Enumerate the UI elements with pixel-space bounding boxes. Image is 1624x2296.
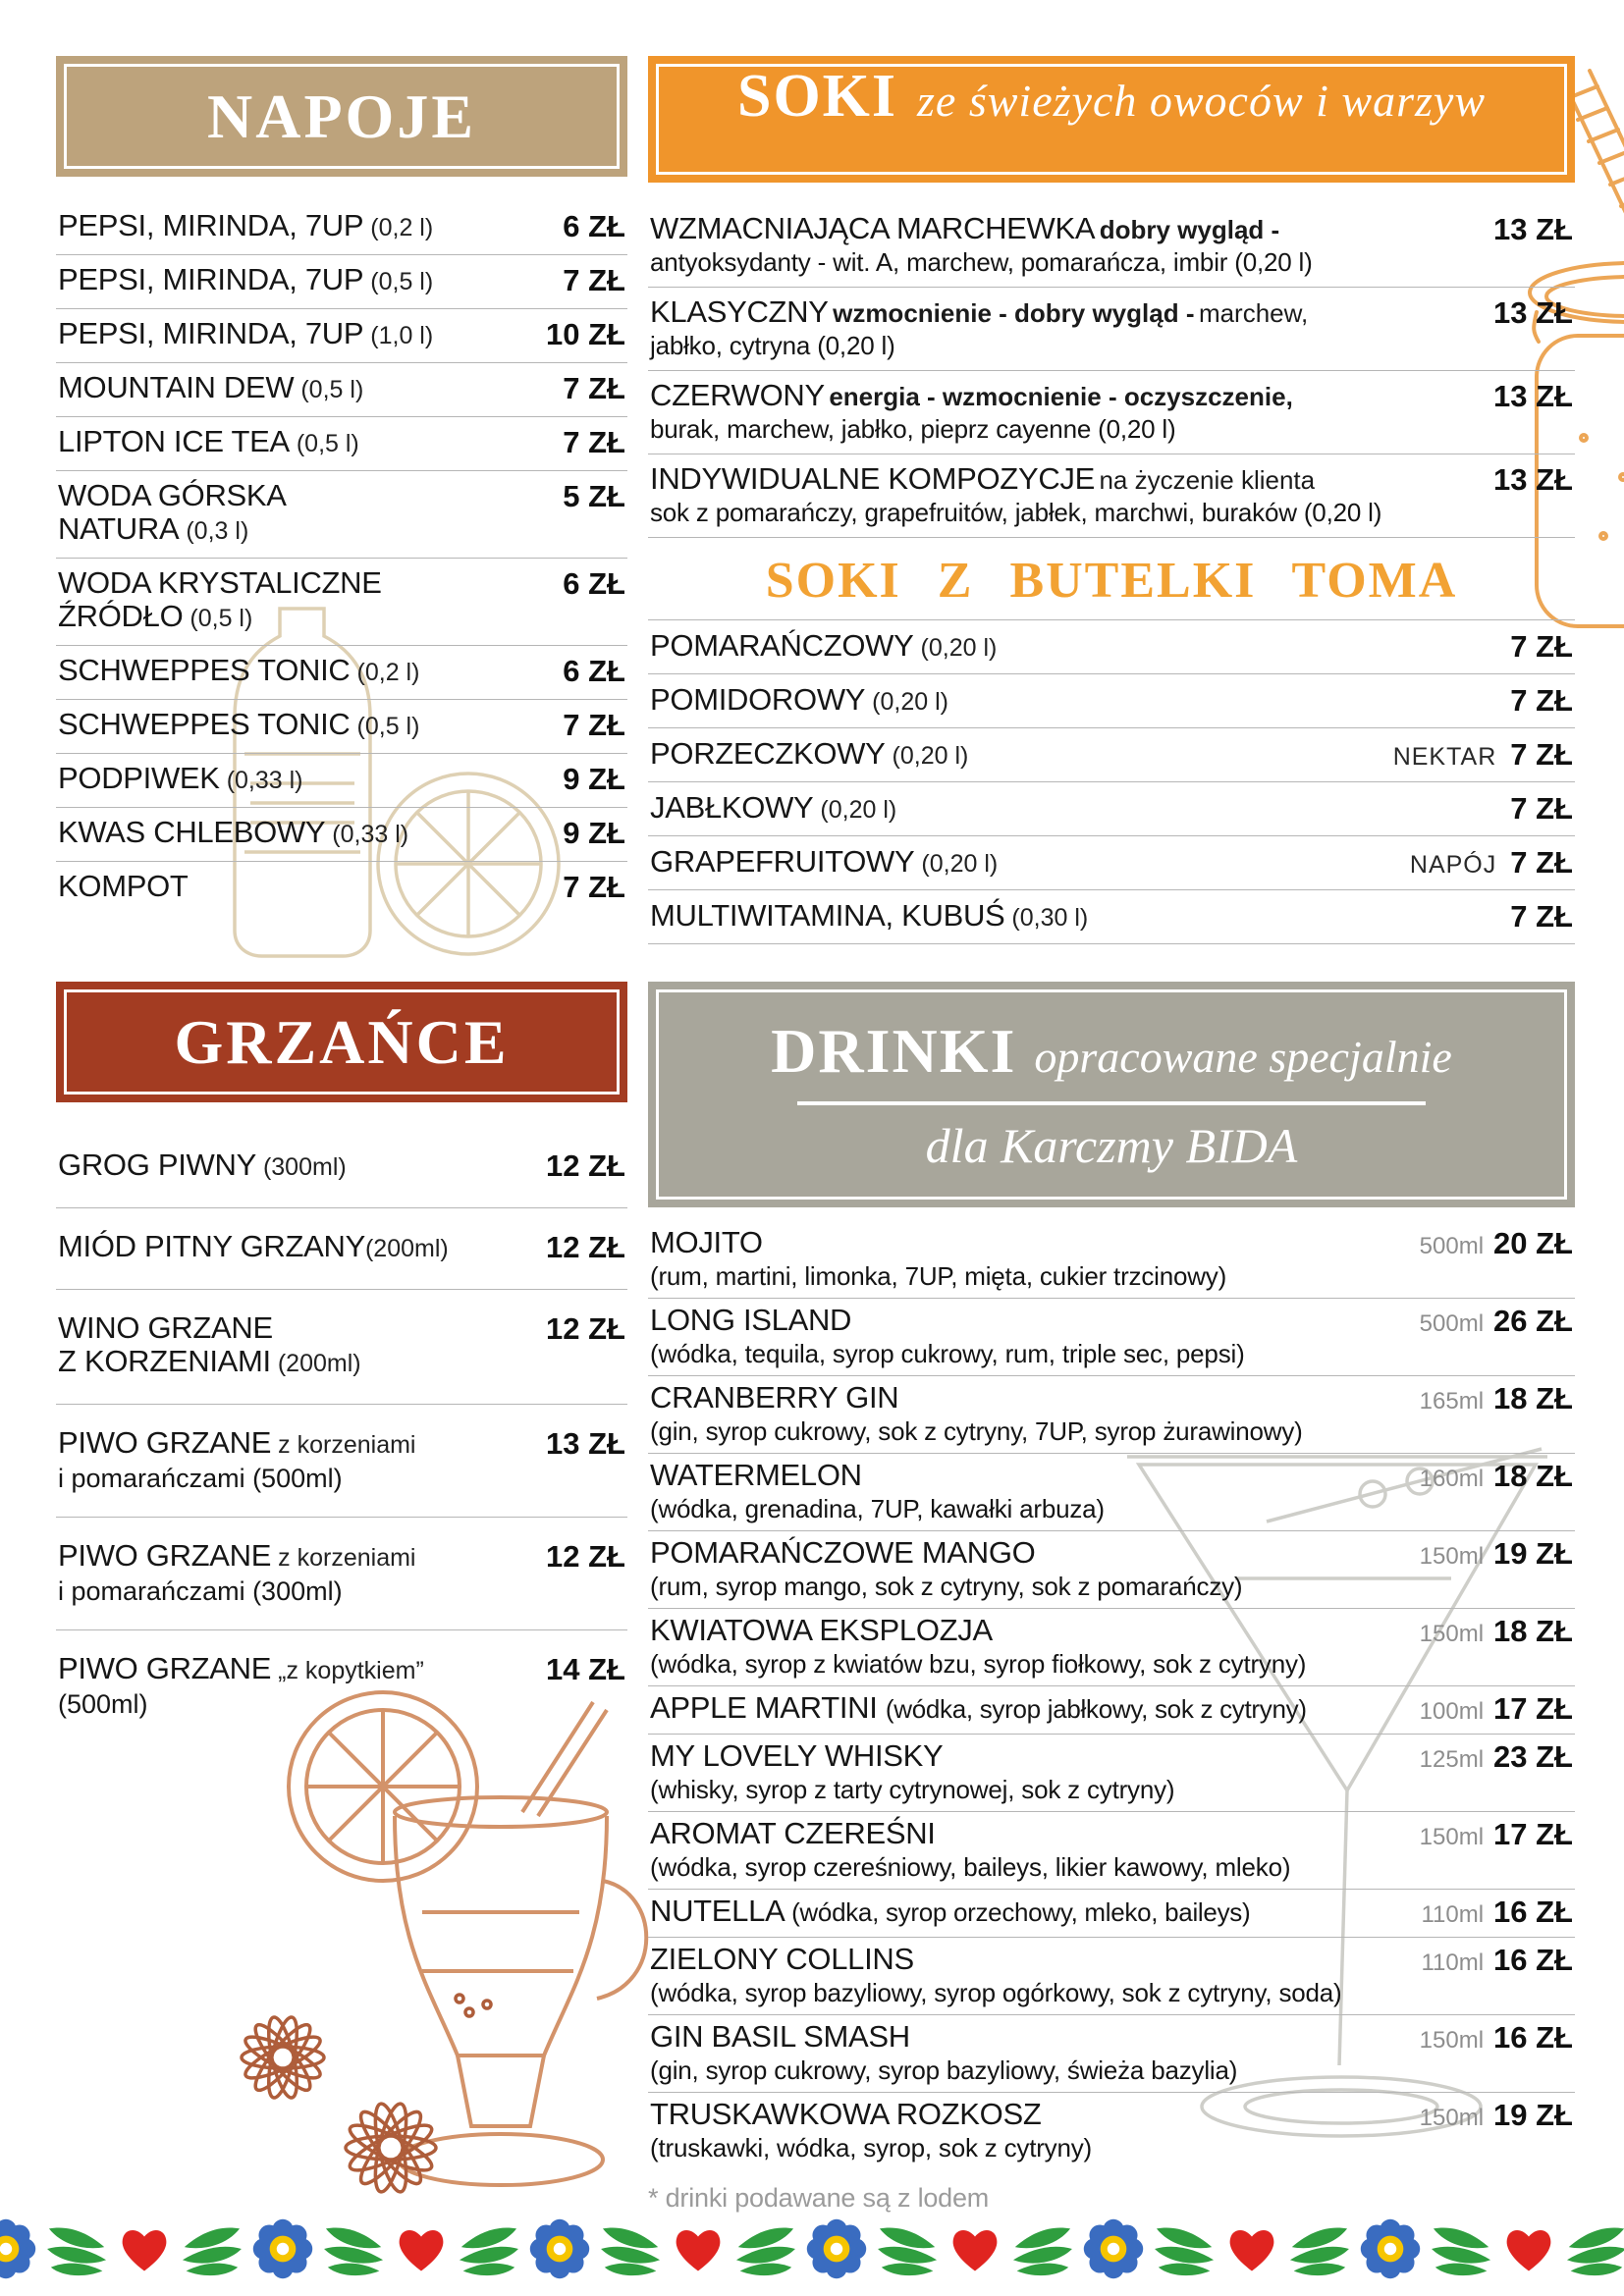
item-size: (0,5 l) bbox=[189, 605, 253, 632]
folk-sprig-icon bbox=[179, 2219, 244, 2278]
item-price: 7 ZŁ bbox=[1510, 683, 1573, 718]
menu-item bbox=[56, 309, 627, 363]
item-name: WODA GÓRSKA bbox=[58, 478, 287, 512]
menu-item bbox=[648, 1221, 1575, 1299]
item-size: (0,20 l) bbox=[921, 850, 999, 878]
item-price: 9 ZŁ bbox=[563, 816, 625, 850]
grzance-title: GRZAŃCE bbox=[174, 1006, 510, 1077]
napoje-list bbox=[56, 201, 627, 915]
item-name: KWIATOWA EKSPLOZJA bbox=[650, 1613, 993, 1647]
item-name: NUTELLA bbox=[650, 1894, 784, 1928]
item-price: 13 ZŁ bbox=[1493, 295, 1573, 330]
napoje-title: NAPOJE bbox=[207, 80, 476, 151]
item-volume: 110ml bbox=[1421, 1949, 1485, 1976]
item-description: (wódka, syrop z kwiatów bzu, syrop fiołkowy, sok z cytryny) bbox=[650, 1649, 1307, 1679]
item-name: KLASYCZNY bbox=[650, 294, 829, 329]
item-description: (wódka, tequila, syrop cukrowy, rum, triple sec, pepsi) bbox=[650, 1339, 1245, 1368]
item-price: 18 ZŁ bbox=[1493, 1381, 1573, 1415]
item-volume: 150ml bbox=[1419, 2027, 1485, 2054]
menu-item bbox=[648, 728, 1575, 782]
item-volume: 150ml bbox=[1419, 1543, 1485, 1570]
menu-item bbox=[648, 1890, 1575, 1938]
item-price: 18 ZŁ bbox=[1493, 1614, 1573, 1648]
item-name: JABŁKOWY bbox=[650, 790, 814, 825]
item-price: 7 ZŁ bbox=[563, 870, 625, 904]
item-volume: 150ml bbox=[1419, 2105, 1485, 2131]
item-name-line2: Z KORZENIAMI bbox=[58, 1344, 271, 1378]
folk-sprig-icon bbox=[1286, 2219, 1351, 2278]
menu-item bbox=[648, 2093, 1575, 2169]
menu-item bbox=[648, 620, 1575, 674]
item-price: 7 ZŁ bbox=[1510, 629, 1573, 664]
item-price: 16 ZŁ bbox=[1493, 1895, 1573, 1929]
item-note: marchew, bbox=[1198, 298, 1309, 328]
item-volume: 100ml bbox=[1419, 1698, 1485, 1725]
drinki-subtitle2: dla Karczmy BIDA bbox=[925, 1118, 1298, 1173]
item-size: (0,20 l) bbox=[892, 742, 969, 770]
item-name-line2: NATURA bbox=[58, 511, 180, 546]
folk-sprig-icon bbox=[732, 2219, 797, 2278]
item-price: 7 ZŁ bbox=[563, 708, 625, 742]
menu-item bbox=[56, 255, 627, 309]
item-price: 5 ZŁ bbox=[563, 479, 625, 513]
item-volume: 150ml bbox=[1419, 1621, 1485, 1647]
menu-item bbox=[56, 1208, 627, 1290]
item-price: 7 ZŁ bbox=[563, 425, 625, 459]
grzance-section bbox=[56, 982, 627, 1742]
folk-sprig-icon bbox=[1153, 2219, 1218, 2278]
folk-heart-icon bbox=[672, 2224, 725, 2273]
folk-border-unit bbox=[1078, 2217, 1355, 2280]
menu-item bbox=[648, 782, 1575, 836]
folk-flower-icon bbox=[0, 2217, 37, 2280]
folk-sprig-icon bbox=[599, 2219, 664, 2278]
folk-flower-icon bbox=[528, 2217, 591, 2280]
item-size: (200ml) bbox=[277, 1350, 361, 1377]
item-name: LONG ISLAND bbox=[650, 1303, 852, 1337]
item-name: WINO GRZANE bbox=[58, 1310, 273, 1345]
item-price: 9 ZŁ bbox=[563, 762, 625, 796]
item-tag: NAPÓJ bbox=[1409, 851, 1497, 879]
item-size: (200ml) bbox=[364, 1235, 449, 1262]
item-name: SCHWEPPES TONIC bbox=[58, 653, 351, 687]
menu-item bbox=[56, 754, 627, 808]
mulled-wine-glass-sketch bbox=[177, 1667, 668, 2205]
item-size: (0,5 l) bbox=[370, 268, 434, 295]
folk-sprig-icon bbox=[456, 2219, 520, 2278]
item-name: WODA KRYSTALICZNE bbox=[58, 565, 382, 600]
item-name: LIPTON ICE TEA bbox=[58, 424, 290, 458]
item-price: 7 ZŁ bbox=[1510, 737, 1573, 772]
item-name: PEPSI, MIRINDA, 7UP bbox=[58, 316, 364, 350]
menu-item bbox=[648, 1735, 1575, 1812]
item-name: PEPSI, MIRINDA, 7UP bbox=[58, 208, 364, 242]
folk-heart-icon bbox=[395, 2224, 448, 2273]
item-price: 16 ZŁ bbox=[1493, 1943, 1573, 1977]
folk-sprig-icon bbox=[322, 2219, 387, 2278]
item-line2: (500ml) bbox=[58, 1689, 148, 1719]
grzance-list bbox=[56, 1127, 627, 1742]
item-price: 23 ZŁ bbox=[1493, 1739, 1573, 1774]
item-subtitle: „z kopytkiem” bbox=[278, 1657, 424, 1684]
folk-sprig-icon bbox=[876, 2219, 941, 2278]
item-price: 6 ZŁ bbox=[563, 654, 625, 688]
item-size: (0,3 l) bbox=[186, 517, 249, 545]
item-name: GRAPEFRUITOWY bbox=[650, 844, 915, 879]
item-volume: 500ml bbox=[1419, 1233, 1485, 1259]
item-name: TRUSKAWKOWA ROZKOSZ bbox=[650, 2097, 1042, 2131]
item-name: PIWO GRZANE bbox=[58, 1538, 272, 1573]
item-price: 13 ZŁ bbox=[546, 1426, 625, 1461]
drinki-section-header bbox=[648, 982, 1575, 1207]
menu-item bbox=[56, 1290, 627, 1405]
menu-item bbox=[56, 1518, 627, 1630]
menu-item bbox=[648, 2015, 1575, 2093]
item-description: (wódka, syrop jabłkowy, sok z cytryny) bbox=[885, 1694, 1307, 1724]
item-description: (wódka, grenadina, 7UP, kawałki arbuza) bbox=[650, 1494, 1105, 1523]
item-name: MIÓD PITNY GRZANY bbox=[58, 1229, 365, 1263]
menu-item bbox=[56, 700, 627, 754]
item-name: MOUNTAIN DEW bbox=[58, 370, 295, 404]
folk-flower-icon bbox=[805, 2217, 868, 2280]
item-name: POMARAŃCZOWE MANGO bbox=[650, 1535, 1036, 1570]
grzance-section-header bbox=[56, 982, 627, 1102]
menu-item bbox=[56, 471, 627, 559]
item-size: (0,20 l) bbox=[920, 634, 998, 662]
menu-item bbox=[648, 836, 1575, 890]
item-name: PODPIWEK bbox=[58, 761, 220, 795]
item-size: (0,2 l) bbox=[356, 659, 420, 686]
item-name: SCHWEPPES TONIC bbox=[58, 707, 351, 741]
item-size: (0,5 l) bbox=[300, 376, 364, 403]
folk-heart-icon bbox=[118, 2224, 171, 2273]
item-price: 16 ZŁ bbox=[1493, 2020, 1573, 2055]
item-volume: 165ml bbox=[1419, 1388, 1485, 1415]
item-price: 6 ZŁ bbox=[563, 566, 625, 601]
item-volume: 160ml bbox=[1419, 1466, 1485, 1492]
item-name: CZERWONY bbox=[650, 378, 825, 412]
menu-item bbox=[56, 1630, 627, 1742]
item-benefit: energia - wzmocnienie - oczyszczenie, bbox=[829, 382, 1293, 411]
drinks-footnote: * drinki podawane są z lodem bbox=[648, 2183, 990, 2213]
item-description: (rum, martini, limonka, 7UP, mięta, cukier trzcinowy) bbox=[650, 1261, 1227, 1291]
item-description: (wódka, syrop orzechowy, mleko, baileys) bbox=[791, 1897, 1251, 1927]
item-description: (wódka, syrop czereśniowy, baileys, likier kawowy, mleko) bbox=[650, 1852, 1291, 1882]
item-description: (gin, syrop cukrowy, sok z cytryny, 7UP, syrop żurawinowy) bbox=[650, 1416, 1303, 1446]
item-description: (whisky, syrop z tarty cytrynowej, sok z cytryny) bbox=[650, 1775, 1175, 1804]
menu-item bbox=[56, 1405, 627, 1518]
menu-item bbox=[648, 1686, 1575, 1735]
item-benefit: wzmocnienie - dobry wygląd - bbox=[833, 298, 1195, 328]
folk-flower-icon bbox=[251, 2217, 314, 2280]
item-subtitle: z korzeniami bbox=[278, 1431, 416, 1459]
item-size: (0,33 l) bbox=[332, 821, 409, 848]
item-price: 13 ZŁ bbox=[1493, 462, 1573, 497]
item-name: PEPSI, MIRINDA, 7UP bbox=[58, 262, 364, 296]
menu-item bbox=[56, 1127, 627, 1208]
folk-border-unit bbox=[0, 2217, 247, 2280]
item-price: 12 ZŁ bbox=[546, 1539, 625, 1574]
folk-heart-icon bbox=[948, 2224, 1001, 2273]
item-name: KOMPOT bbox=[58, 869, 189, 903]
soki-section-header bbox=[648, 56, 1575, 183]
item-volume: 150ml bbox=[1419, 1824, 1485, 1850]
soki-title: SOKI bbox=[736, 63, 898, 130]
item-price: 13 ZŁ bbox=[1493, 212, 1573, 246]
item-description: (gin, syrop cukrowy, syrop bazyliowy, świeża bazylia) bbox=[650, 2056, 1238, 2085]
menu-item bbox=[648, 204, 1575, 288]
item-description: burak, marchew, jabłko, pieprz cayenne (0,20 l) bbox=[650, 414, 1176, 444]
menu-item bbox=[648, 288, 1575, 371]
menu-item bbox=[56, 808, 627, 862]
item-size: (0,20 l) bbox=[820, 796, 897, 824]
item-price: 7 ZŁ bbox=[1510, 791, 1573, 826]
item-price: 12 ZŁ bbox=[546, 1311, 625, 1346]
folk-border-unit bbox=[524, 2217, 801, 2280]
item-name: WZMACNIAJĄCA MARCHEWKA bbox=[650, 211, 1096, 245]
folk-border-unit bbox=[1355, 2217, 1624, 2280]
menu-item bbox=[56, 646, 627, 700]
drinki-section bbox=[648, 982, 1575, 2214]
menu-item bbox=[648, 1812, 1575, 1890]
item-size: (0,5 l) bbox=[296, 430, 359, 457]
soki-list bbox=[648, 204, 1575, 538]
folk-sprig-icon bbox=[45, 2219, 110, 2278]
item-price: 17 ZŁ bbox=[1493, 1691, 1573, 1726]
item-price: 18 ZŁ bbox=[1493, 1459, 1573, 1493]
toma-list bbox=[648, 619, 1575, 944]
header-divider bbox=[797, 1101, 1426, 1105]
item-description: (truskawki, wódka, syrop, sok z cytryny) bbox=[650, 2133, 1092, 2163]
item-size: (1,0 l) bbox=[370, 322, 434, 349]
menu-item bbox=[648, 674, 1575, 728]
item-tag: NEKTAR bbox=[1392, 743, 1497, 771]
toma-section-title: SOKI Z BUTELKI TOMA bbox=[765, 553, 1458, 609]
drinki-list bbox=[648, 1221, 1575, 2169]
menu-item bbox=[648, 1609, 1575, 1686]
item-price: 12 ZŁ bbox=[546, 1148, 625, 1183]
item-description: sok z pomarańczy, grapefruitów, jabłek, marchwi, buraków (0,20 l) bbox=[650, 498, 1382, 527]
folk-sprig-icon bbox=[1009, 2219, 1074, 2278]
menu-item bbox=[56, 862, 627, 915]
item-price: 19 ZŁ bbox=[1493, 2098, 1573, 2132]
item-size: (0,2 l) bbox=[370, 214, 434, 241]
item-name: POMARAŃCZOWY bbox=[650, 628, 914, 663]
item-price: 7 ZŁ bbox=[563, 371, 625, 405]
folk-border-unit bbox=[247, 2217, 524, 2280]
menu-item bbox=[56, 201, 627, 255]
item-name: ZIELONY COLLINS bbox=[650, 1942, 914, 1976]
folk-pattern-border bbox=[0, 2202, 1624, 2296]
menu-item bbox=[648, 1376, 1575, 1454]
item-name: APPLE MARTINI bbox=[650, 1690, 878, 1725]
item-price: 10 ZŁ bbox=[546, 317, 625, 351]
item-name: MULTIWITAMINA, KUBUŚ bbox=[650, 898, 1005, 933]
item-description: (wódka, syrop bazyliowy, syrop ogórkowy, sok z cytryny, soda) bbox=[650, 1978, 1342, 2007]
item-line2: i pomarańczami (300ml) bbox=[58, 1576, 343, 1606]
item-benefit: dobry wygląd - bbox=[1099, 215, 1280, 244]
menu-item bbox=[56, 363, 627, 417]
drinki-subtitle: opracowane specjalnie bbox=[1034, 1032, 1452, 1082]
item-price: 6 ZŁ bbox=[563, 209, 625, 243]
menu-item bbox=[648, 890, 1575, 944]
menu-item bbox=[648, 454, 1575, 538]
folk-border-unit bbox=[801, 2217, 1078, 2280]
item-size: (300ml) bbox=[262, 1153, 347, 1181]
folk-flower-icon bbox=[1359, 2217, 1422, 2280]
folk-sprig-icon bbox=[1430, 2219, 1494, 2278]
item-name: INDYWIDUALNE KOMPOZYCJE bbox=[650, 461, 1095, 496]
item-price: 7 ZŁ bbox=[1510, 899, 1573, 934]
item-name: CRANBERRY GIN bbox=[650, 1380, 899, 1415]
item-volume: 110ml bbox=[1421, 1901, 1485, 1928]
left-column bbox=[56, 56, 627, 1719]
item-name: MOJITO bbox=[650, 1225, 763, 1259]
item-price: 26 ZŁ bbox=[1493, 1304, 1573, 1338]
item-subtitle: z korzeniami bbox=[278, 1544, 416, 1572]
item-price: 13 ZŁ bbox=[1493, 379, 1573, 413]
folk-heart-icon bbox=[1502, 2224, 1555, 2273]
item-note: na życzenie klienta bbox=[1099, 465, 1316, 495]
menu-item bbox=[648, 1299, 1575, 1376]
right-column bbox=[648, 56, 1575, 2213]
drinki-title: DRINKI bbox=[771, 1016, 1017, 1086]
item-price: 19 ZŁ bbox=[1493, 1536, 1573, 1571]
menu-item bbox=[648, 1938, 1575, 2015]
menu-item bbox=[648, 1454, 1575, 1531]
item-price: 7 ZŁ bbox=[563, 263, 625, 297]
item-name: POMIDOROWY bbox=[650, 682, 866, 717]
item-name: MY LOVELY WHISKY bbox=[650, 1738, 944, 1773]
napoje-section-header bbox=[56, 56, 627, 177]
item-size: (0,33 l) bbox=[226, 767, 303, 794]
item-name: KWAS CHLEBOWY bbox=[58, 815, 326, 849]
item-description: jabłko, cytryna (0,20 l) bbox=[650, 331, 895, 360]
item-price: 12 ZŁ bbox=[546, 1230, 625, 1264]
item-name: GROG PIWNY bbox=[58, 1148, 256, 1182]
folk-sprig-icon bbox=[1563, 2219, 1624, 2278]
folk-heart-icon bbox=[1225, 2224, 1278, 2273]
soki-subtitle: ze świeżych owoców i warzyw bbox=[917, 76, 1487, 126]
item-name: PIWO GRZANE bbox=[58, 1425, 272, 1460]
item-name-line2: ŹRÓDŁO bbox=[58, 599, 184, 633]
item-price: 20 ZŁ bbox=[1493, 1226, 1573, 1260]
item-price: 17 ZŁ bbox=[1493, 1817, 1573, 1851]
item-name: AROMAT CZEREŚNI bbox=[650, 1816, 936, 1850]
item-volume: 125ml bbox=[1419, 1746, 1485, 1773]
menu-item bbox=[648, 1531, 1575, 1609]
item-price: 14 ZŁ bbox=[546, 1652, 625, 1686]
item-size: (0,30 l) bbox=[1011, 904, 1089, 932]
item-size: (0,20 l) bbox=[872, 688, 948, 716]
item-size: (0,5 l) bbox=[356, 713, 420, 740]
menu-item bbox=[56, 417, 627, 471]
item-name: GIN BASIL SMASH bbox=[650, 2019, 910, 2054]
item-name: PIWO GRZANE bbox=[58, 1651, 272, 1685]
item-volume: 500ml bbox=[1419, 1310, 1485, 1337]
item-price: 7 ZŁ bbox=[1510, 845, 1573, 880]
item-description: (rum, syrop mango, sok z cytryny, sok z pomarańczy) bbox=[650, 1572, 1243, 1601]
menu-item bbox=[56, 559, 627, 646]
item-line2: i pomarańczami (500ml) bbox=[58, 1464, 343, 1493]
item-name: WATERMELON bbox=[650, 1458, 862, 1492]
folk-flower-icon bbox=[1082, 2217, 1145, 2280]
item-name: PORZECZKOWY bbox=[650, 736, 886, 771]
menu-item bbox=[648, 371, 1575, 454]
item-description: antyoksydanty - wit. A, marchew, pomarańcza, imbir (0,20 l) bbox=[650, 247, 1313, 277]
